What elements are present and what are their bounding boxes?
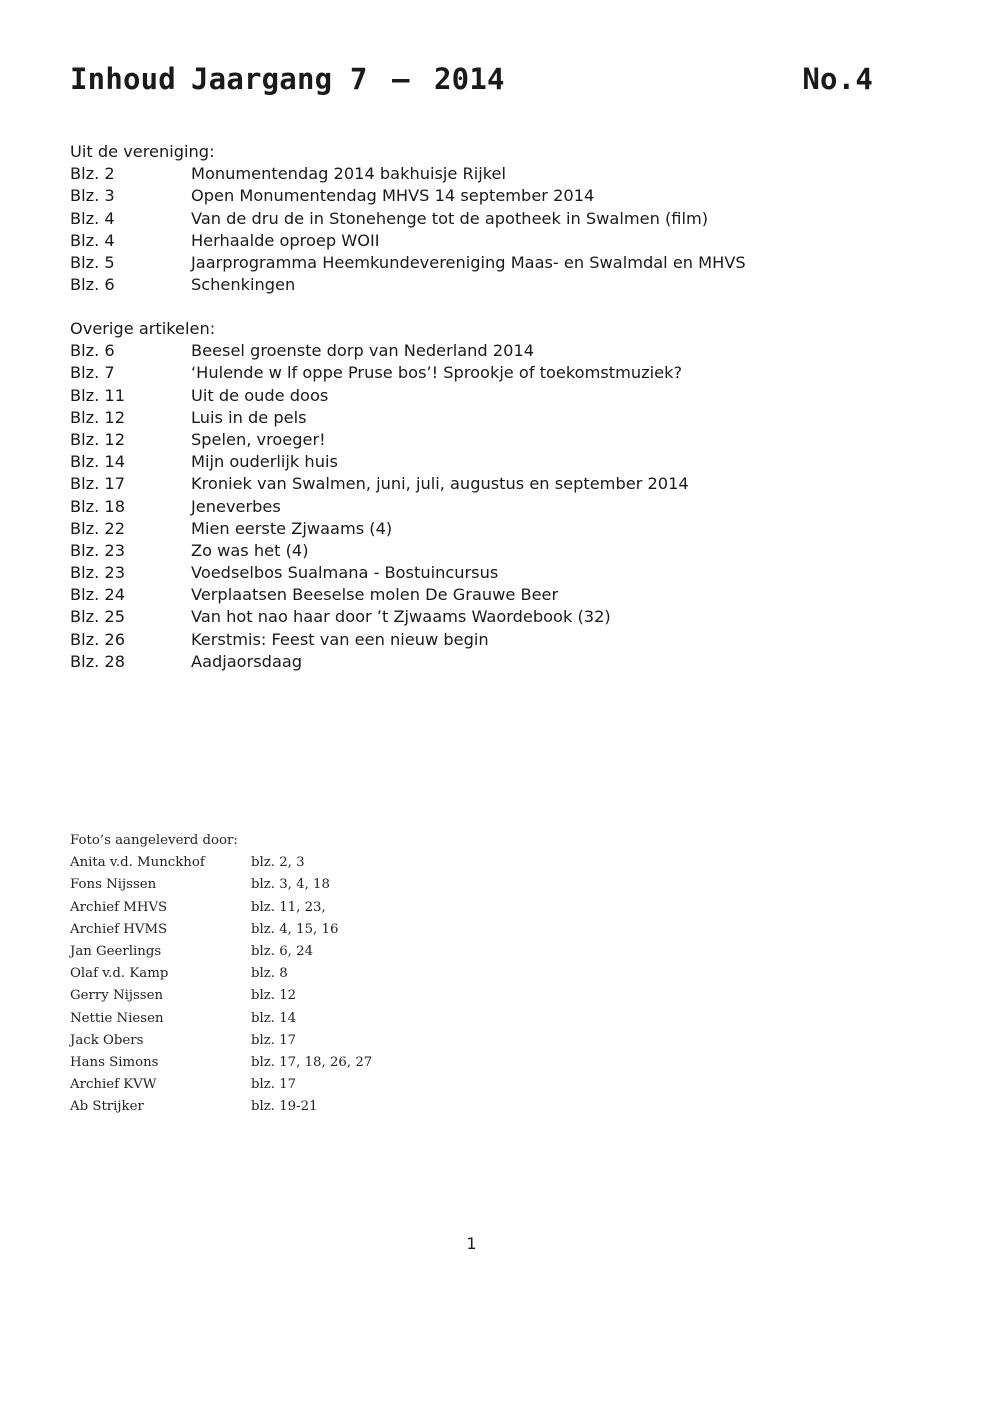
toc-title: Jaarprogramma Heemkundevereniging Maas- en Swalmdal en MHVS [191,252,746,272]
toc-title: Monumentendag 2014 bakhuisje Rijkel [191,164,507,184]
credit-name: Gerry Nijssen [70,988,164,1004]
credit-pages: blz. 17, 18, 26, 27 [251,1054,373,1070]
toc-entry [70,429,870,451]
toc-title: Kerstmis: Feest van een nieuw begin [191,629,489,649]
credit-entry [70,1030,470,1052]
toc-page-ref: Blz. 18 [70,496,125,516]
toc-title: Herhaalde oproep WOII [191,230,380,250]
toc-title: Jeneverbes [191,496,281,516]
credit-name: Nettie Niesen [70,1010,164,1026]
toc-page-ref: Blz. 22 [70,518,125,538]
toc-entry [70,362,870,384]
credit-entry [70,874,470,896]
toc-page-ref: Blz. 14 [70,452,125,472]
toc-title: Mien eerste Zjwaams (4) [191,518,393,538]
toc-entry [70,651,870,673]
credits-heading: Foto’s aangeleverd door: [70,833,238,848]
credit-pages: blz. 11, 23, [251,899,326,915]
toc-title: Kroniek van Swalmen, juni, juli, augustus en september 2014 [191,474,689,494]
toc-entry [70,185,870,207]
credit-name: Hans Simons [70,1054,159,1070]
section-vereniging [70,141,870,296]
credit-pages: blz. 17 [251,1032,297,1048]
toc-title: Van de dru de in Stonehenge tot de apotheek in Swalmen (film) [191,208,709,228]
toc-entry [70,230,870,252]
toc-entry [70,629,870,651]
credit-name: Fons Nijssen [70,877,157,893]
header-volume: Jaargang 7 [191,62,368,96]
credit-name: Archief MHVS [70,899,168,915]
toc-page-ref: Blz. 5 [70,252,115,272]
credit-name: Anita v.d. Munckhof [70,855,205,871]
toc-entry [70,274,870,296]
credit-name: Olaf v.d. Kamp [70,966,169,982]
toc-entry [70,407,870,429]
toc-title: Spelen, vroeger! [191,429,326,449]
credit-pages: blz. 19-21 [251,1099,318,1115]
toc-entry [70,208,870,230]
toc-title: Mijn ouderlijk huis [191,452,338,472]
toc-entry [70,385,870,407]
credit-entry [70,1008,470,1030]
page-header [70,62,873,106]
toc-entry [70,518,870,540]
toc-entry [70,473,870,495]
credit-pages: blz. 3, 4, 18 [251,877,330,893]
section-heading: Overige artikelen: [70,319,216,338]
header-year: 2014 [434,62,505,96]
credit-name: Ab Strijker [70,1099,144,1115]
section-overige-artikelen [70,318,870,673]
credit-pages: blz. 8 [251,966,288,982]
toc-entry [70,584,870,606]
toc-page-ref: Blz. 4 [70,208,115,228]
toc-page-ref: Blz. 23 [70,540,125,560]
toc-entry [70,496,870,518]
credit-name: Archief KVW [70,1077,157,1093]
credit-pages: blz. 4, 15, 16 [251,921,339,937]
credit-pages: blz. 17 [251,1077,297,1093]
header-title: Inhoud [70,62,176,96]
credit-entry [70,1052,470,1074]
photo-credits [70,830,470,1118]
credit-entry [70,852,470,874]
toc-page-ref: Blz. 11 [70,385,125,405]
credit-entry [70,941,470,963]
toc-page-ref: Blz. 3 [70,186,115,206]
toc-entry [70,606,870,628]
toc-title: ‘Hulende w lf oppe Pruse bos’! Sprookje of toekomstmuziek? [191,363,683,383]
toc-title: Aadjaorsdaag [191,651,303,671]
toc-page-ref: Blz. 6 [70,275,115,295]
credit-pages: blz. 6, 24 [251,943,314,959]
credit-pages: blz. 12 [251,988,297,1004]
toc-page-ref: Blz. 12 [70,407,125,427]
credit-name: Archief HVMS [70,921,168,937]
toc-entry [70,252,870,274]
toc-title: Beesel groenste dorp van Nederland 2014 [191,341,535,361]
toc-title: Open Monumentendag MHVS 14 september 2014 [191,186,595,206]
toc-title: Schenkingen [191,275,296,295]
toc-title: Uit de oude doos [191,385,329,405]
toc-page-ref: Blz. 28 [70,651,125,671]
toc-entry [70,163,870,185]
credit-entry [70,1096,470,1118]
credit-entry [70,985,470,1007]
toc-page-ref: Blz. 25 [70,607,125,627]
credit-name: Jack Obers [70,1032,144,1048]
toc-page-ref: Blz. 23 [70,563,125,583]
credit-entry [70,897,470,919]
credit-entry [70,919,470,941]
header-dash: – [392,62,410,96]
toc-page-ref: Blz. 24 [70,585,125,605]
toc-page-ref: Blz. 7 [70,363,115,383]
credit-name: Jan Geerlings [70,943,162,959]
toc-page-ref: Blz. 6 [70,341,115,361]
toc-title: Verplaatsen Beeselse molen De Grauwe Beer [191,585,559,605]
header-issue-number: No.4 [802,62,873,96]
toc-title: Voedselbos Sualmana - Bostuincursus [191,563,499,583]
toc-title: Luis in de pels [191,407,307,427]
toc-page-ref: Blz. 12 [70,429,125,449]
toc-entry [70,562,870,584]
toc-entry [70,451,870,473]
credit-entry [70,1074,470,1096]
toc-entry [70,340,870,362]
toc-page-ref: Blz. 2 [70,164,115,184]
toc-entry [70,540,870,562]
credit-pages: blz. 2, 3 [251,855,305,871]
toc-page-ref: Blz. 26 [70,629,125,649]
toc-page-ref: Blz. 4 [70,230,115,250]
credit-pages: blz. 14 [251,1010,297,1026]
credit-entry [70,963,470,985]
toc-page-ref: Blz. 17 [70,474,125,494]
page-number: 1 [466,1234,477,1253]
toc-title: Zo was het (4) [191,540,309,560]
section-heading: Uit de vereniging: [70,142,215,161]
toc-title: Van hot nao haar door ’t Zjwaams Waordebook (32) [191,607,611,627]
